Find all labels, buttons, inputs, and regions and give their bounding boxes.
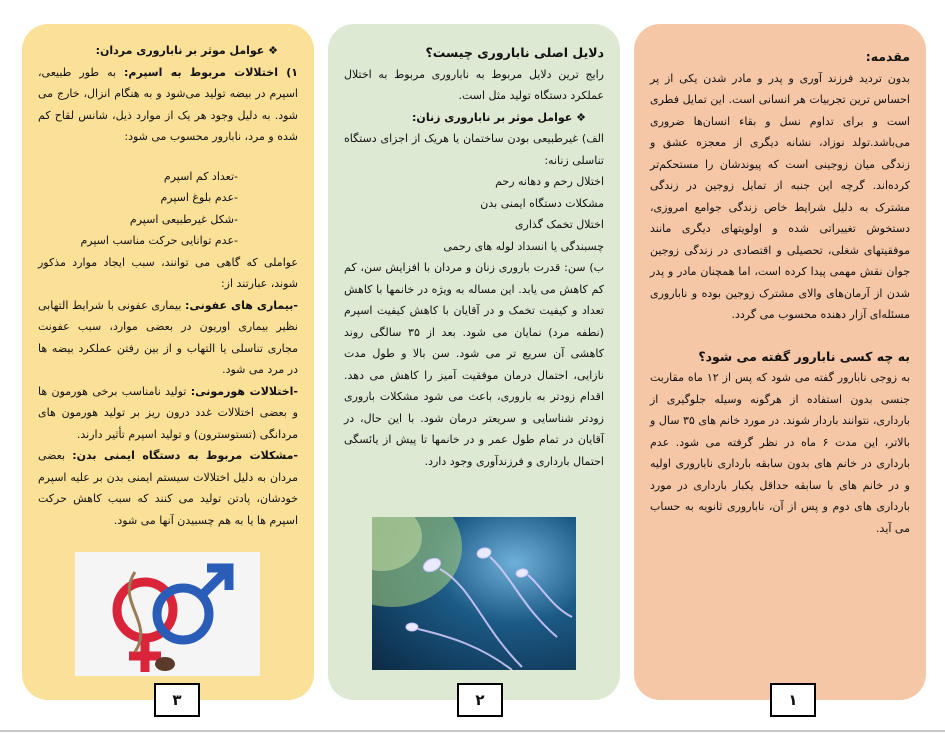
hormone-text: تولید نامناسب برخی هورمون ها و بعضی اختلالات غدد درون ریز بر تولید هورمون های مردانگی (تستوسترون) و تولید اسپرم تأثیر دارند. — [38, 384, 298, 441]
women-item-a: الف) غیرطبیعی بودن ساختمان یا هریک از اجزای دستگاه تناسلی زنانه: — [344, 132, 604, 167]
intro-heading: مقدمه: — [865, 49, 910, 64]
hormone-paragraph — [38, 381, 298, 446]
list-item: -عدم بلوغ اسپرم — [160, 191, 238, 204]
page-number-2: ۲ — [457, 683, 503, 717]
sperm-disorders-paragraph — [38, 62, 298, 148]
women-list-item: اختلال رحم و دهانه رحم — [495, 175, 604, 188]
page-number-3: ۳ — [154, 683, 200, 717]
list-item: -عدم توانایی حرکت مناسب اسپرم — [80, 234, 238, 247]
page-number-1: ۱ — [770, 683, 816, 717]
immune-paragraph — [38, 445, 298, 531]
list-item: -تعداد کم اسپرم — [163, 169, 238, 183]
gender-symbols-image — [75, 552, 260, 676]
sperm-disorders-text: به طور طبیعی، اسپرم در بیضه تولید می‌شود و به هنگام انزال، خارج می شود. به دلیل وجود هر یک از موارد ذیل، شانس لقاح کم شده و مرد، نابارور محسوب می شود: — [38, 65, 298, 143]
infection-title: -بیماری های عفونی: — [185, 298, 298, 312]
list-item: -شکل غیرطبیعی اسپرم — [129, 212, 238, 226]
causes-intro: رایج ترین دلایل مربوط به ناباروری مربوط به اختلال عملکرد دستگاه تولید مثل است. — [344, 67, 604, 102]
bottom-divider — [0, 730, 945, 732]
infection-text: بیماری عفونی با شرایط التهابی نظیر بیماری اوریون در بعضی موارد، سبب عفونت مجاری تناسلی یا التهاب و از بین رفتن عملکرد بیضه ها در مرد می شود. — [38, 298, 298, 376]
gender-symbols-illustration — [75, 552, 260, 676]
infection-paragraph — [38, 295, 298, 381]
panel-introduction — [634, 24, 926, 700]
male-factors-heading: ❖ عوامل موثر بر ناباروری مردان: — [95, 44, 278, 57]
causes-list-intro: عواملی که گاهی می توانند، سبب ایجاد موارد مذکور شوند، عبارتند از: — [38, 255, 298, 290]
women-factors-heading: ❖ عوامل موثر بر ناباروری زنان: — [412, 110, 586, 124]
immune-title: -مشکلات مربوط به دستگاه ایمنی بدن: — [72, 449, 298, 462]
who-heading: به چه کسی نابارور گفته می شود؟ — [698, 348, 910, 364]
sperm-disorders-title: ۱) اختلالات مربوط به اسپرم: — [124, 65, 299, 79]
women-list-item: مشکلات دستگاه ایمنی بدن — [480, 196, 604, 210]
immune-text: بعضی مردان به دلیل اختلالات سیستم ایمنی بدن بر علیه اسپرم خودشان، پادتن تولید می کنند که سبب کاهش حرکت اسپرم ها یا به هم چسبیدن آنها می شود. — [38, 449, 298, 527]
women-item-b: ب) سن: قدرت باروری زنان و مردان با افزایش سن، کم کم کاهش می یابد. این مساله به ویژه در خانمها با کاهش تعداد و کیفیت تخمک و در آقایان با کاهش کیفیت اسپرم (نطفه مرد) نمایان می شود. بعد از ۳۵ سالگی روند کاهشی آن سریع تر می شود. سن بالا و طول مدت نازایی، احتمال درمان موفقیت آمیز را کاهش می دهد. اقدام زودتر به باروری، باعث می شود مشکلات باروری زودتر شناسایی و سریعتر درمان شود. با این حال، در آقایان در تمام طول عمر و در خانمها تا پیش از یائسگی احتمال بارداری و فرزندآوری وجود دارد. — [344, 261, 604, 468]
causes-heading: دلایل اصلی ناباروری چیست؟ — [425, 45, 604, 60]
sperm-problem-list — [38, 166, 298, 252]
sperm-illustration — [372, 517, 576, 670]
who-paragraph: به زوجی نابارور گفته می شود که پس از ۱۲ ماه مقاربت جنسی بدون استفاده از هرگونه وسیله جلوگیری از بارداری، نتوانند باردار شوند. در مورد خانم های ۳۵ سال و بالاتر، این مدت ۶ ماه در نظر گرفته می شود. عدم بارداری در خانم های بدون سابقه بارداری ناباروری اولیه و در خانم های با سابقه حداقل یکبار بارداری در مورد بارداری های دوم و پس از آن، ناباروری ثانویه به حساب می آید. — [650, 371, 911, 535]
women-list-item: چسبندگی یا انسداد لوله های رحمی — [443, 239, 604, 253]
sperm-image — [372, 517, 576, 670]
hormone-title: -اختلالات هورمونی: — [190, 384, 298, 398]
intro-paragraph: بدون تردید فرزند آوری و پدر و مادر شدن یکی از پر احساس ترین تجربیات هر انسانی است. این تمایل فطری است و برای تداوم نسل و بقاء انسان‌ها ضروری می‌باشد.تولد نوزاد، نشانه دیگری از معجزه عشق و زندگی میان زوجینی است که پیوندشان را مستحکم‌تر کرده‌اند. گرچه این جنبه از تمایل زوجین در زندگی مشترک به دلیل شرایط خاص زندگی جوامع امروزی، دستخوش تغییراتی شده و اولویتهای دیگری مانند موفقیتهای شغلی، تحصیلی و اقتصادی در زندگی زوجین جوان نقش مهمی پیدا کرده است، اما همچنان مادر و پدر شدن از آرمان‌های والای مشترک زوجین بوده و ناباروری مسئله‌ای آزار دهنده محسوب می گردد. — [650, 71, 910, 321]
women-list-item: اختلال تخمک گذاری — [514, 218, 604, 231]
